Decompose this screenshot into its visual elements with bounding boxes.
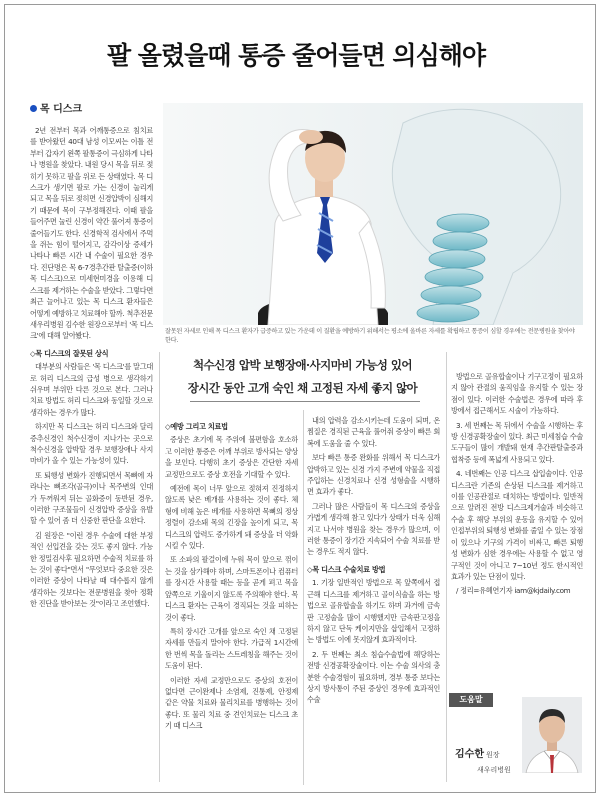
column-paragraph: 또 소파의 팔걸이에 누워 목이 앞으로 꺾이는 것을 삼가해야 하며, 스마트폰이나 컴퓨터를 장시간 사용할 때는 등을 곧게 펴고 목을 앞쪽으로 기울이지 않도록 주의해야 한다. 목 디스크 환자는 근육이 경직되는 것을 피하는 것이 좋다. xyxy=(165,555,298,622)
doctor-role: 원장 xyxy=(485,751,500,759)
article-subtitle-1: 척수신경 압박 보행장애·사지마비 가능성 있어 xyxy=(192,358,413,372)
column-paragraph: 대부분의 사람들은 '목 디스크'를 말그대로 허리 디스크의 급성 병으로 생각하기 쉬우며 부위만 다른 것으로 본다. 그러나 치료 방법도 허리 디스크와 동일할 것으로 생각하는 경우가 많다. xyxy=(30,362,153,417)
column-paragraph: 2. 두 번째는 최소 침습수술법에 해당하는 전방 신경공확장술이다. 이는 수술 의사의 충분한 수술경험이 필요하며, 경부 통증 보다는 상지 방사통이 주된 증상인 경우에 효과적인 수술 xyxy=(307,649,440,705)
doctor-name: 김수한 xyxy=(455,749,484,760)
column-divider xyxy=(446,352,447,782)
column-subheading: ◇목 디스크의 잘못된 상식 xyxy=(30,348,109,358)
article-photo xyxy=(163,103,583,325)
doctor-name-line xyxy=(455,745,500,760)
section-tag xyxy=(30,100,82,115)
column-paragraph: 증상은 초기에 목 주위에 불편함을 호소하고 이러한 통증은 어깨 부위로 방사되는 양상을 보인다. 다행히 초기 증상은 간단한 자세 교정만으로도 증상 호전을 기대할 수 있다. xyxy=(165,435,298,479)
doctor-portrait-illustration xyxy=(522,697,582,773)
column-paragraph: 보다 빠른 통증 완화를 위해서 목 디스크가 압박하고 있는 신경 가지 주변에 약물을 직접 주입하는 신경치료나 신경 성형술을 시행하면 효과가 좋다. xyxy=(307,453,440,497)
column-paragraph: 이러한 자세 교정만으로도 증상의 호전이 없다면 근이완제나 소염제, 진통제, 안정제 같은 약물 치료와 물리치료를 병행하는 것이 좋다. 또 물리 치료 중 견인치료는 디스크 초기 때 디스크 xyxy=(165,675,298,731)
help-badge: 도움말 xyxy=(449,693,493,707)
doctor-portrait xyxy=(522,697,582,773)
column-paragraph: 김 원장은 "이런 경우 수술에 대한 부정적인 선입견을 갖는 것도 좋지 않다. 가능한 정밀검사후 필요하면 수술적 치료를 하는 것이 좋다"면서 "무엇보다 중요한 것은 이러한 증상이 나타날 때 대수롭지 않게 생각하는 것보다는 전문병원을 찾아 정확한 진단을 받아보는 것"이라고 조언했다. xyxy=(30,530,153,609)
column-divider xyxy=(303,410,304,785)
column-paragraph: 2년 전부터 목과 어깨통증으로 침치료를 받아왔던 40대 남성 이모씨는 이틀 전부터 갑자기 왼쪽 팔통증이 극심하게 나타나 병원을 찾았다. 내원 당시 목을 뒤로 젖히기 못하고 팔을 위로 든 상태였다. 목 디스크가 생기면 팔로 가는 신경이 눌리게 되고 목을 뒤로 젖히면 신경압박이 심해지기 때문에 목이 구부정해진다. 이때 팔을 들어주면 눌린 신경이 약간 풀어져 통증이 줄어들기도 한다. 신경학적 검사에서 주먹을 쥐는 힘이 떨어지고, 감각이상 증세가 나타나 빠른 시간 내 수술이 필요한 경우다. 진단명은 목 6-7경추간판 탈출증(이하 목 디스크)으로 미세현미경을 이용해 디스크를 제거하는 수술을 받았다. 그렇다면 최근 늘어나고 있는 목 디스크 환자들은 어떻게 예방하고 치료해야 할까. 척추전문 새우리병원 김수한 원장으로부터 '목 디스크'에 대해 알아봤다. xyxy=(30,126,153,341)
column-paragraph: 3. 세 번째는 목 뒤에서 수술을 시행하는 후방 신경공확장술이 있다. 최근 미세침습 수술도구들이 많이 개발돼 현재 추간판탈출증과 협착증 등에 폭넓게 사용되고 있다. xyxy=(451,420,583,464)
article-column-2 xyxy=(165,415,298,785)
column-divider xyxy=(159,352,160,782)
column-paragraph: 특히 장시간 고개를 앞으로 숙인 채 고정된 자세를 만들지 말아야 한다. 가급적 1시간에 한 번씩 목을 돌리는 스트레칭을 해주는 것이 도움이 된다. xyxy=(165,626,298,671)
article-column-3 xyxy=(307,415,440,785)
column-paragraph: 내의 압력을 감소시키는데 도움이 되며, 온 찜질은 경직된 근육을 풀어줘 증상이 빠른 회복에 도움을 줄 수 있다. xyxy=(307,416,440,448)
column-paragraph: 방법으로 골유합술이나 기구고정이 필요하지 않아 관절의 움직임을 유지할 수 있는 장점이 있다. 이러한 수술법은 경우에 따라 후방에서 접근해서도 시술이 가능하다. xyxy=(451,372,583,416)
column-paragraph: 1. 기장 일반적인 방법으로 목 앞쪽에서 접근해 디스크를 제거하고 골이식술을 하는 방법으로 골유합술을 하기도 하며 과거에 금속판 고정술을 많이 시행했지만 금속판고정을 하지 않고 단독 케이지만을 삽입해서 고정하는 방법도 이에 못지않게 효과적이다. xyxy=(307,578,440,645)
column-subheading: ◇목 디스크 수술치료 방법 xyxy=(307,564,386,574)
hospital-name: 새우리병원 xyxy=(477,766,511,774)
bullet-icon xyxy=(30,105,37,112)
article-column-4 xyxy=(451,371,583,691)
column-paragraph: 4. 네번째는 인공 디스크 삽입술이다. 인공 디스크란 기존의 손상된 디스크를 제거하고 이를 인공관절로 대치하는 방법이다. 일반적으로 알려진 전방 디스크제거술과 비슷하고 수술 후 해당 부위의 운동을 유지할 수 있어 인접부위의 퇴행성 변화를 줄일 수 있는 장점이 있으나 기구의 가격이 비싸고, 빠른 퇴행성 변화가 심한 경우에는 사용할 수 없고 영구적인 것이 아니고 7~10년 정도 한시적인 효과가 있는 단점이 있다. xyxy=(451,469,583,581)
column-subheading: ◇예방 그리고 치료법 xyxy=(165,422,228,431)
column-paragraph: / 정리=유혜연기자 iam@kjdaily.com xyxy=(456,586,571,596)
column-paragraph: 하지만 목 디스크는 허리 디스크와 달리 증추신경인 척수신경이 지나가는 곳으로 척수신경을 압박할 경우 보행장애나 사지마비가 올 수 있는 가능성이 있다. xyxy=(30,422,153,466)
article-headline: 팔 올렸을때 통증 줄어들면 의심해야 xyxy=(106,41,486,70)
column-paragraph: 예전에 목이 너무 앞으로 젖혀져 진정하지 않도록 낮은 베개를 사용하는 것이 좋다. 체형에 비해 높은 베개를 사용하면 목뼈의 정상 정렬이 감소돼 목의 긴장을 높이게 되고, 목 디스크의 압력도 증가하게 돼 증상을 더 악화시킬 수 있다. xyxy=(165,484,298,551)
article-column-1 xyxy=(30,125,153,785)
section-label: 목 디스크 xyxy=(40,104,83,115)
subtitle-rule xyxy=(190,401,420,402)
column-paragraph: 또 퇴행성 변화가 진행되면서 목뼈에 자라나는 뼈조각(골극)이나 목주변의 인대가 두꺼워져 뒤는 골화증이 동반된 경우, 이러한 구조물들이 신경압박 증상을 유발 할 수 있어 좀 더 신중한 판단을 요한다. xyxy=(30,470,153,526)
article-subtitle-2: 장시간 동안 고개 숙인 채 고정된 자세 좋지 않아 xyxy=(187,381,418,395)
column-paragraph: 그러나 많은 사람들이 목 디스크의 증상을 가볍게 생각해 참고 있다가 상태가 더욱 심해지고 나서야 병원을 찾는 경우가 많으며, 이러한 통증이 장기간 지속되어 수술 치료를 받는 경우도 적지 않다. xyxy=(307,501,440,557)
man-stretching-neck-illustration xyxy=(163,103,583,325)
photo-caption: 잘못된 자세로 인해 목 디스크 환자가 급증하고 있는 가운데 이 질환을 예방하기 위해서는 평소에 올바른 자세를 확립하고 통증이 심할 경우에는 전문병원을 찾아야 한다. xyxy=(165,328,575,344)
